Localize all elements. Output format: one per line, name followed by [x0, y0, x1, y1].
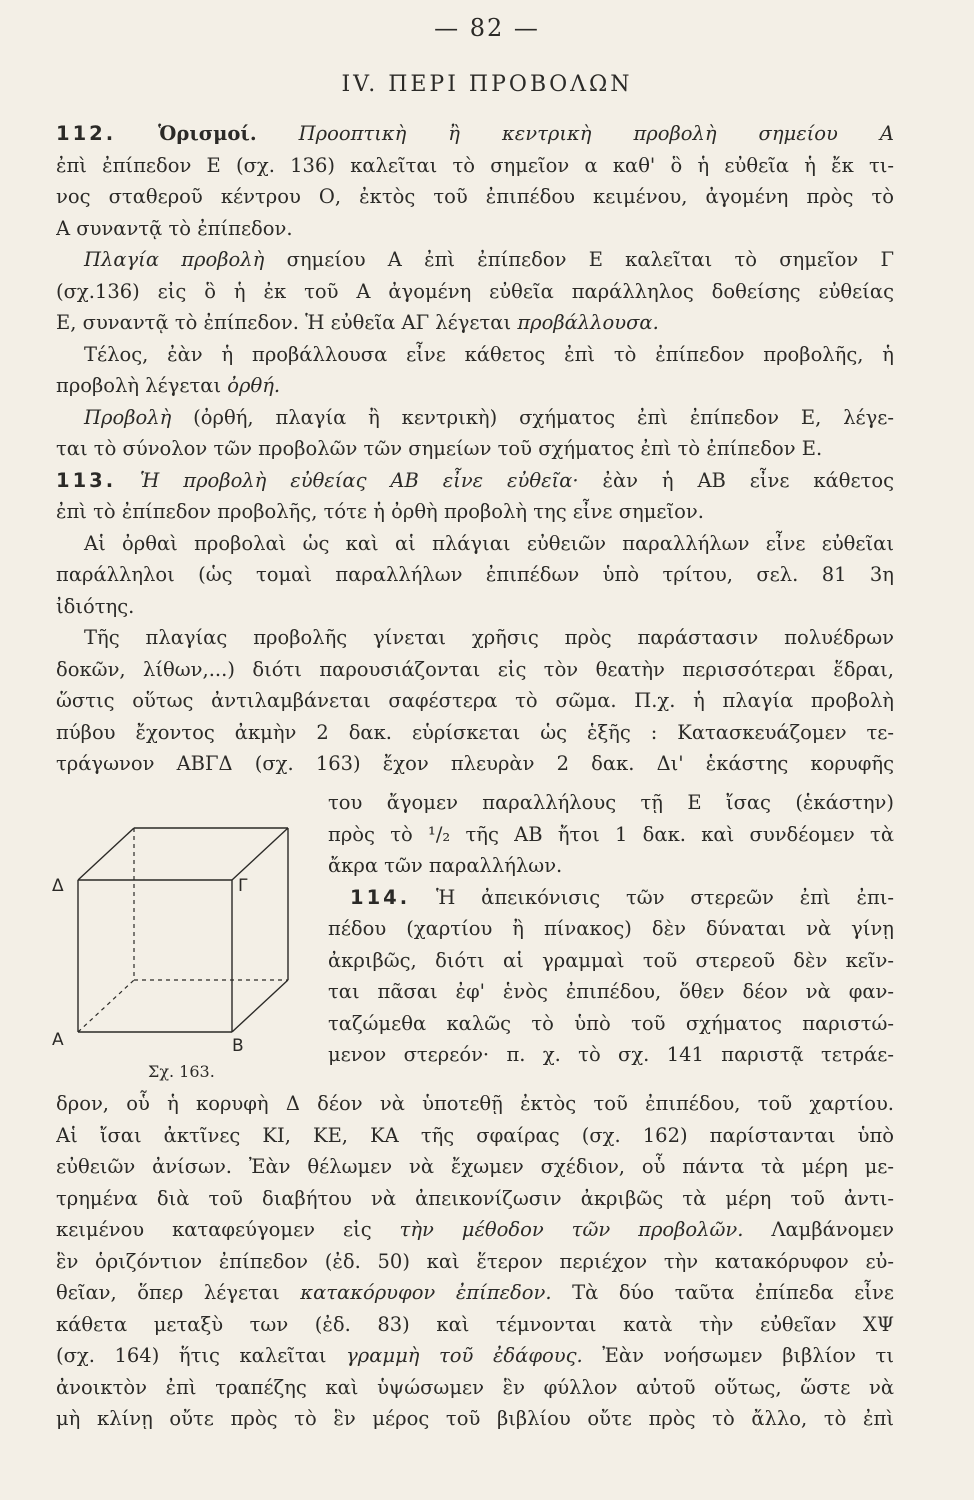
text-span: σημείου Α ἐπὶ ἐπίπεδον Ε καλεῖται τὸ σημεῖον Γ [286, 248, 894, 271]
page-number: — 82 — [434, 14, 540, 42]
text-line: ταζώμεθα καλῶς τὸ ὑπὸ τοῦ σχήματος παριστώ- [328, 1011, 894, 1035]
text-line: του ἄγομεν παραλλήλους τῇ Ε ἴσας (ἑκάστην) [328, 791, 894, 814]
text-span: Λαμβάνομεν [771, 1218, 894, 1241]
text-span: Τὰ δύο ταῦτα ἐπίπεδα εἶνε [572, 1281, 894, 1304]
text-line: Αἱ ἴσαι ἀκτῖνες ΚΙ, ΚΕ, ΚΑ τῆς σφαίρας (σχ. 162) παρίστανται ὑπὸ [56, 1123, 894, 1147]
ground-line-term: γραμμὴ τοῦ ἐδάφους. [346, 1344, 583, 1367]
figure-163-cube [44, 800, 304, 1090]
text-span: Ε, συναντᾷ τὸ ἐπίπεδον. Ἡ εὐθεῖα ΑΓ λέγεται [56, 311, 512, 334]
text-line: δρον, οὗ ἡ κορυφὴ Δ δέον νὰ ὑποτεθῇ ἐκτὸς τοῦ ἐπιπέδου, τοῦ χαρτίου. [56, 1092, 894, 1115]
vertex-label-a: Α [52, 1030, 64, 1050]
text-line: ἀκριβῶς, διότι αἱ γραμμαὶ τοῦ στερεοῦ δὲν κεῖν- [328, 948, 894, 972]
recede-b [232, 980, 288, 1032]
recede-gamma [232, 828, 288, 880]
text-line: ὥστις οὕτως ἀντιλαμβάνεται σαφέστερα τὸ σῶμα. Π.χ. ἡ πλαγία προβολὴ [56, 689, 894, 712]
text-line: μὴ κλίνῃ οὔτε πρὸς τὸ ἓν μέρος τοῦ βιβλίου οὔτε πρὸς τὸ ἄλλο, τὸ ἐπὶ [56, 1407, 894, 1430]
vertex-label-delta: Δ [52, 876, 64, 896]
chapter-title: IV. ΠΕΡΙ ΠΡΟΒΟΛΩΝ [341, 72, 633, 97]
hidden-recede-a [78, 980, 134, 1032]
section-113-continued [328, 787, 894, 1071]
text-line: Α συναντᾷ τὸ ἐπίπεδον. [56, 216, 293, 240]
text-line: (σχ.136) εἰς ὃ ἡ ἐκ τοῦ Α ἀγομένη εὐθεῖα παράλληλος δοθείσης εὐθείας [56, 279, 894, 303]
text-span: (ὀρθή, πλαγία ἢ κεντρικὴ) σχήματος ἐπὶ ἐπίπεδον Ε, λέγε- [193, 405, 894, 429]
section-112 [56, 118, 894, 780]
text-line: ἐπὶ τὸ ἐπίπεδον προβολῆς, τότε ἡ ὀρθὴ προβολὴ της εἶνε σημεῖον. [56, 500, 704, 523]
text-line: ἰδιότης. [56, 594, 135, 618]
text-line: εὐθειῶν ἀνίσων. Ἐὰν θέλωμεν νὰ ἔχωμεν σχέδιον, οὗ πάντα τὰ μέρη με- [56, 1155, 894, 1178]
text-line: κάθετα μεταξὺ των (ἐδ. 83) καὶ τέμνονται κατὰ τὴν εὐθεῖαν ΧΨ [56, 1312, 894, 1336]
text-line: πρὸς τὸ ¹/₂ τῆς ΑΒ ἤτοι 1 δακ. καὶ συνδέομεν τὰ [328, 822, 894, 846]
text-line: ται τὸ σύνολον τῶν προβολῶν τῶν σημείων τοῦ σχήματος ἐπὶ τὸ ἐπίπεδον Ε. [56, 437, 823, 460]
section-number-113: 113. [56, 468, 117, 492]
text-span: Ἡ ἀπεικόνισις τῶν στερεῶν ἐπὶ ἐπι- [435, 885, 894, 909]
text-span: (σχ. 164) ἥτις καλεῖται [56, 1344, 327, 1367]
text-line: Τέλος, ἐὰν ἡ προβάλλουσα εἶνε κάθετος ἐπὶ τὸ ἐπίπεδον προβολῆς, ἡ [84, 342, 894, 366]
text-line: Τῆς πλαγίας προβολῆς γίνεται χρῆσις πρὸς παράστασιν πολυέδρων [84, 626, 894, 649]
text-line: ἓν ὁριζόντιον ἐπίπεδον (ἐδ. 50) καὶ ἕτερον περιέχον τὴν κατακόρυφον εὐ- [56, 1249, 894, 1273]
section-114-continued [56, 1088, 894, 1435]
vertex-label-b: Β [232, 1036, 244, 1056]
method-of-projections-term: τὴν μέθοδον τῶν προβολῶν. [399, 1218, 744, 1241]
oblique-projection-term: Πλαγία προβολὴ [84, 248, 265, 271]
section-number-114: 114. [350, 885, 411, 909]
cube-drawing [44, 800, 304, 1090]
text-line: ἄκρα τῶν παραλλήλων. [328, 854, 563, 877]
figure-caption: Σχ. 163. [148, 1062, 215, 1081]
text-line: μενον στερεόν· π. χ. τὸ σχ. 141 παριστᾷ τετράε- [328, 1043, 894, 1066]
orthogonal-term: ὀρθή. [227, 374, 281, 397]
projecting-line-term: προβάλλουσα. [517, 311, 659, 334]
text-span: Ἐὰν νοήσωμεν βιβλίον τι [602, 1344, 894, 1367]
section-heading-112: Ὁρισμοί. [158, 122, 257, 145]
text-line: πέδου (χαρτίου ἢ πίνακος) δὲν δύναται νὰ γίνῃ [328, 917, 894, 940]
text-line: τράγωνον ΑΒΓΔ (σχ. 163) ἔχον πλευρὰν 2 δακ. Δι' ἑκάστης κορυφῆς [56, 752, 894, 775]
projection-term: Προβολὴ [84, 405, 172, 429]
text-span: κειμένου καταφεύγομεν εἰς [56, 1218, 372, 1241]
vertex-label-gamma: Γ [238, 876, 248, 896]
vertical-plane-term: κατακόρυφον ἐπίπεδον. [300, 1281, 552, 1304]
text-line: Αἱ ὀρθαὶ προβολαὶ ὡς καὶ αἱ πλάγιαι εὐθειῶν παραλλήλων εἶνε εὐθεῖαι [84, 531, 894, 555]
text-line: δοκῶν, λίθων,...) διότι παρουσιάζονται εἰς τὸν θεατὴν περισσότεραι ἕδραι, [56, 657, 894, 681]
text-line: τρημένα διὰ τοῦ διαβήτου νὰ ἀπεικονίζωσιν ἀκριβῶς τὰ μέρη τοῦ ἀντι- [56, 1186, 894, 1210]
central-projection-definition: Προοπτικὴ ἢ κεντρικὴ προβολὴ σημείου Α [298, 122, 894, 145]
text-line: παράλληλοι (ὡς τομαὶ παραλλήλων ἐπιπέδων ὑπὸ τρίτου, σελ. 81 3η [56, 563, 894, 586]
text-line: νος σταθεροῦ κέντρου Ο, ἐκτὸς τοῦ ἐπιπέδου κειμένου, ἀγομένη πρὸς τὸ [56, 185, 894, 208]
text-line: πύβου ἔχοντος ἀκμὴν 2 δακ. εὑρίσκεται ὡς ἑξῆς : Κατασκευάζομεν τε- [56, 720, 894, 744]
text-span: προβολὴ λέγεται [56, 374, 222, 397]
text-span: ἐὰν ἡ ΑΒ εἶνε κάθετος [602, 468, 894, 492]
text-line: ἐπὶ ἐπίπεδον Ε (σχ. 136) καλεῖται τὸ σημεῖον α καθ' ὃ ἡ εὐθεῖα ἡ ἔκ τι- [56, 153, 894, 177]
recede-delta [78, 828, 134, 880]
theorem-statement: Ἡ προβολὴ εὐθείας ΑΒ εἶνε εὐθεῖα· [140, 468, 579, 492]
text-line: ται πᾶσαι ἐφ' ἑνὸς ἐπιπέδου, ὅθεν δέον νὰ φαν- [328, 980, 894, 1003]
text-span: θεῖαν, ὅπερ λέγεται [56, 1281, 280, 1304]
text-line: ἀνοικτὸν ἐπὶ τραπέζης καὶ ὑψώσωμεν ἓν φύλλον αὐτοῦ οὕτως, ὥστε νὰ [56, 1375, 894, 1399]
section-number-112: 112. [56, 122, 117, 145]
